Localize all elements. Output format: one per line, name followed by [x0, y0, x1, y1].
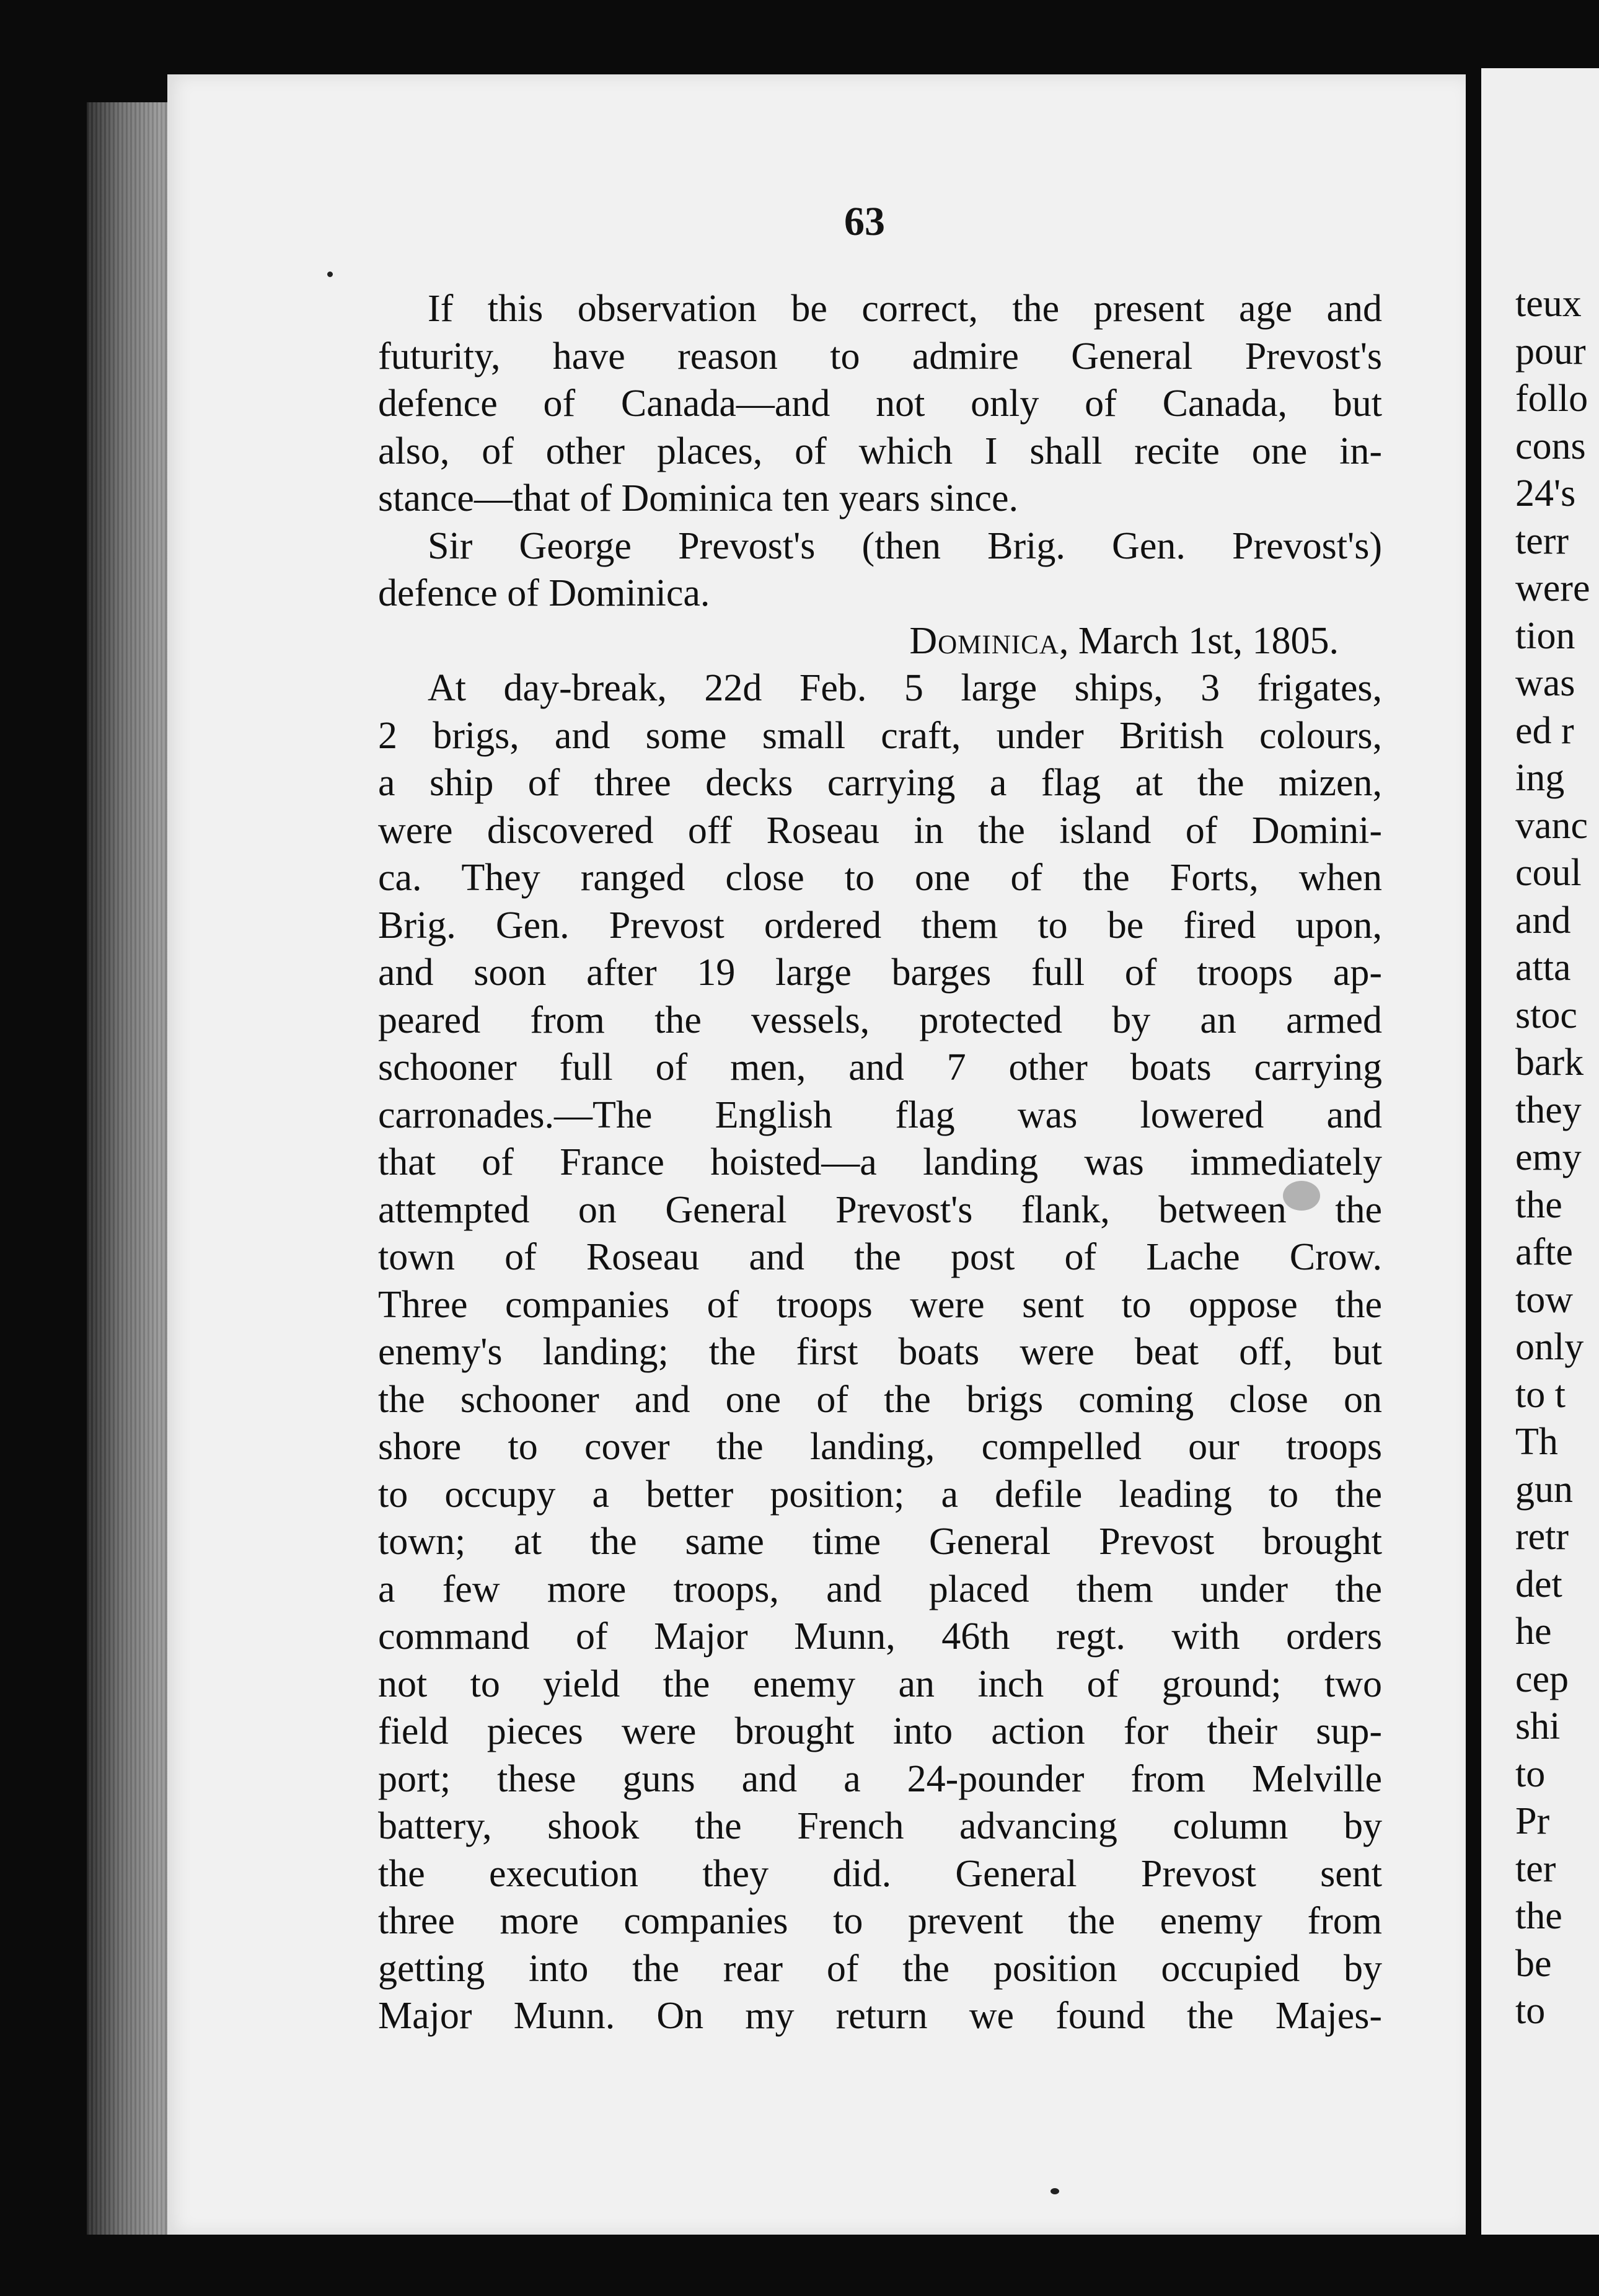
text-line: Brig. Gen. Prevost ordered them to be fired upon, — [378, 904, 1382, 947]
fragment-line: shi — [1515, 1705, 1561, 1747]
fragment-line: vanc — [1515, 804, 1588, 847]
text-line: town of Roseau and the post of Lache Crow. — [378, 1236, 1382, 1278]
fragment-line: be — [1515, 1942, 1552, 1985]
fragment-line: pour — [1515, 330, 1586, 373]
fragment-line: coul — [1515, 852, 1582, 894]
text-line: Major Munn. On my return we found the Majes- — [378, 1995, 1382, 2037]
fragment-line: to — [1515, 1752, 1546, 1795]
page-number: 63 — [844, 199, 885, 244]
fragment-line: terr — [1515, 519, 1569, 562]
text-line: peared from the vessels, protected by an armed — [378, 999, 1382, 1041]
fragment-line: cep — [1515, 1658, 1569, 1700]
dateline — [378, 617, 1382, 665]
text-line: ca. They ranged close to one of the Forts, when — [378, 857, 1382, 899]
fragment-line: follo — [1515, 378, 1588, 420]
text-line: If this observation be correct, the present age and — [428, 288, 1382, 330]
text-line: that of France hoisted—a landing was immediately — [378, 1141, 1382, 1183]
fragment-line: were — [1515, 567, 1590, 609]
fragment-line: was — [1515, 662, 1575, 704]
text-line: not to yield the enemy an inch of ground; two — [378, 1662, 1382, 1705]
fragment-line: teux — [1515, 283, 1582, 325]
fragment-line: to t — [1515, 1373, 1566, 1416]
fragment-line: bark — [1515, 1041, 1584, 1084]
fragment-line: 24's — [1515, 472, 1576, 514]
fragment-line: ing — [1515, 757, 1565, 799]
text-line: schooner full of men, and 7 other boats carrying — [378, 1046, 1382, 1088]
fragment-line: he — [1515, 1610, 1552, 1653]
text-line: defence of Canada—and not only of Canada, but — [378, 382, 1382, 425]
fragment-line: afte — [1515, 1231, 1573, 1273]
fragment-line: the — [1515, 1895, 1562, 1937]
scan-speck — [327, 272, 333, 277]
page-separator — [1466, 74, 1481, 2235]
fragment-line: gun — [1515, 1468, 1573, 1511]
fragment-line: tion — [1515, 614, 1575, 657]
text-line: getting into the rear of the position occupied by — [378, 1947, 1382, 1990]
fragment-line: and — [1515, 899, 1571, 942]
next-page-fragment — [1481, 68, 1599, 2235]
text-line: port; these guns and a 24-pounder from Melville — [378, 1757, 1382, 1800]
text-line: battery, shook the French advancing column by — [378, 1805, 1382, 1847]
text-line: command of Major Munn, 46th regt. with orders — [378, 1615, 1382, 1658]
scan-speck — [1283, 1181, 1320, 1211]
text-line: stance—that of Dominica ten years since. — [378, 477, 1018, 519]
fragment-line: the — [1515, 1183, 1562, 1226]
text-line: to occupy a better position; a defile leading to the — [378, 1473, 1382, 1516]
text-line: the schooner and one of the brigs coming close on — [378, 1378, 1382, 1421]
text-line: shore to cover the landing, compelled our troops — [378, 1426, 1382, 1468]
text-line: Three companies of troops were sent to oppose the — [378, 1283, 1382, 1326]
dateline-date: , March 1st, 1805. — [1059, 619, 1339, 662]
text-line: were discovered off Roseau in the island of Domini- — [378, 809, 1382, 852]
text-line: and soon after 19 large barges full of troops ap- — [378, 952, 1382, 994]
dateline-place: Dominica — [909, 619, 1059, 662]
fragment-line: retr — [1515, 1516, 1569, 1558]
fragment-line: ed r — [1515, 709, 1574, 752]
fragment-line: stoc — [1515, 994, 1577, 1036]
fragment-line: tow — [1515, 1278, 1573, 1321]
text-line: carronades.—The English flag was lowered and — [378, 1093, 1382, 1136]
text-line: At day-break, 22d Feb. 5 large ships, 3 frigates, — [428, 667, 1382, 709]
fragment-line: ter — [1515, 1847, 1556, 1890]
text-line: enemy's landing; the first boats were beat off, but — [378, 1331, 1382, 1373]
text-line: a few more troops, and placed them under the — [378, 1568, 1382, 1610]
fragment-line: only — [1515, 1326, 1584, 1368]
fragment-line: Th — [1515, 1421, 1558, 1463]
text-line: the execution they did. General Prevost sent — [378, 1852, 1382, 1895]
text-line: field pieces were brought into action for their sup- — [378, 1710, 1382, 1752]
text-line: town; at the same time General Prevost brought — [378, 1521, 1382, 1563]
text-line: attempted on General Prevost's flank, between the — [378, 1188, 1382, 1231]
fragment-line: emy — [1515, 1136, 1582, 1178]
text-line: three more companies to prevent the enemy from — [378, 1900, 1382, 1942]
fragment-line: to — [1515, 1990, 1546, 2032]
text-line: Sir George Prevost's (then Brig. Gen. Prevost's) — [428, 524, 1382, 567]
text-line: 2 brigs, and some small craft, under British colours, — [378, 714, 1382, 757]
text-line: a ship of three decks carrying a flag at the mizen, — [378, 762, 1382, 804]
next-page-text — [1515, 280, 1590, 2035]
fragment-line: Pr — [1515, 1800, 1550, 1842]
body-text — [378, 285, 1382, 2040]
text-line: futurity, have reason to admire General Prevost's — [378, 335, 1382, 378]
text-line: also, of other places, of which I shall recite one in- — [378, 430, 1382, 472]
fragment-line: atta — [1515, 947, 1571, 989]
fragment-line: det — [1515, 1563, 1562, 1605]
fragment-line: they — [1515, 1088, 1582, 1131]
text-line: defence of Dominica. — [378, 572, 710, 614]
fragment-line: cons — [1515, 425, 1586, 467]
scan-speck — [1051, 2188, 1059, 2194]
